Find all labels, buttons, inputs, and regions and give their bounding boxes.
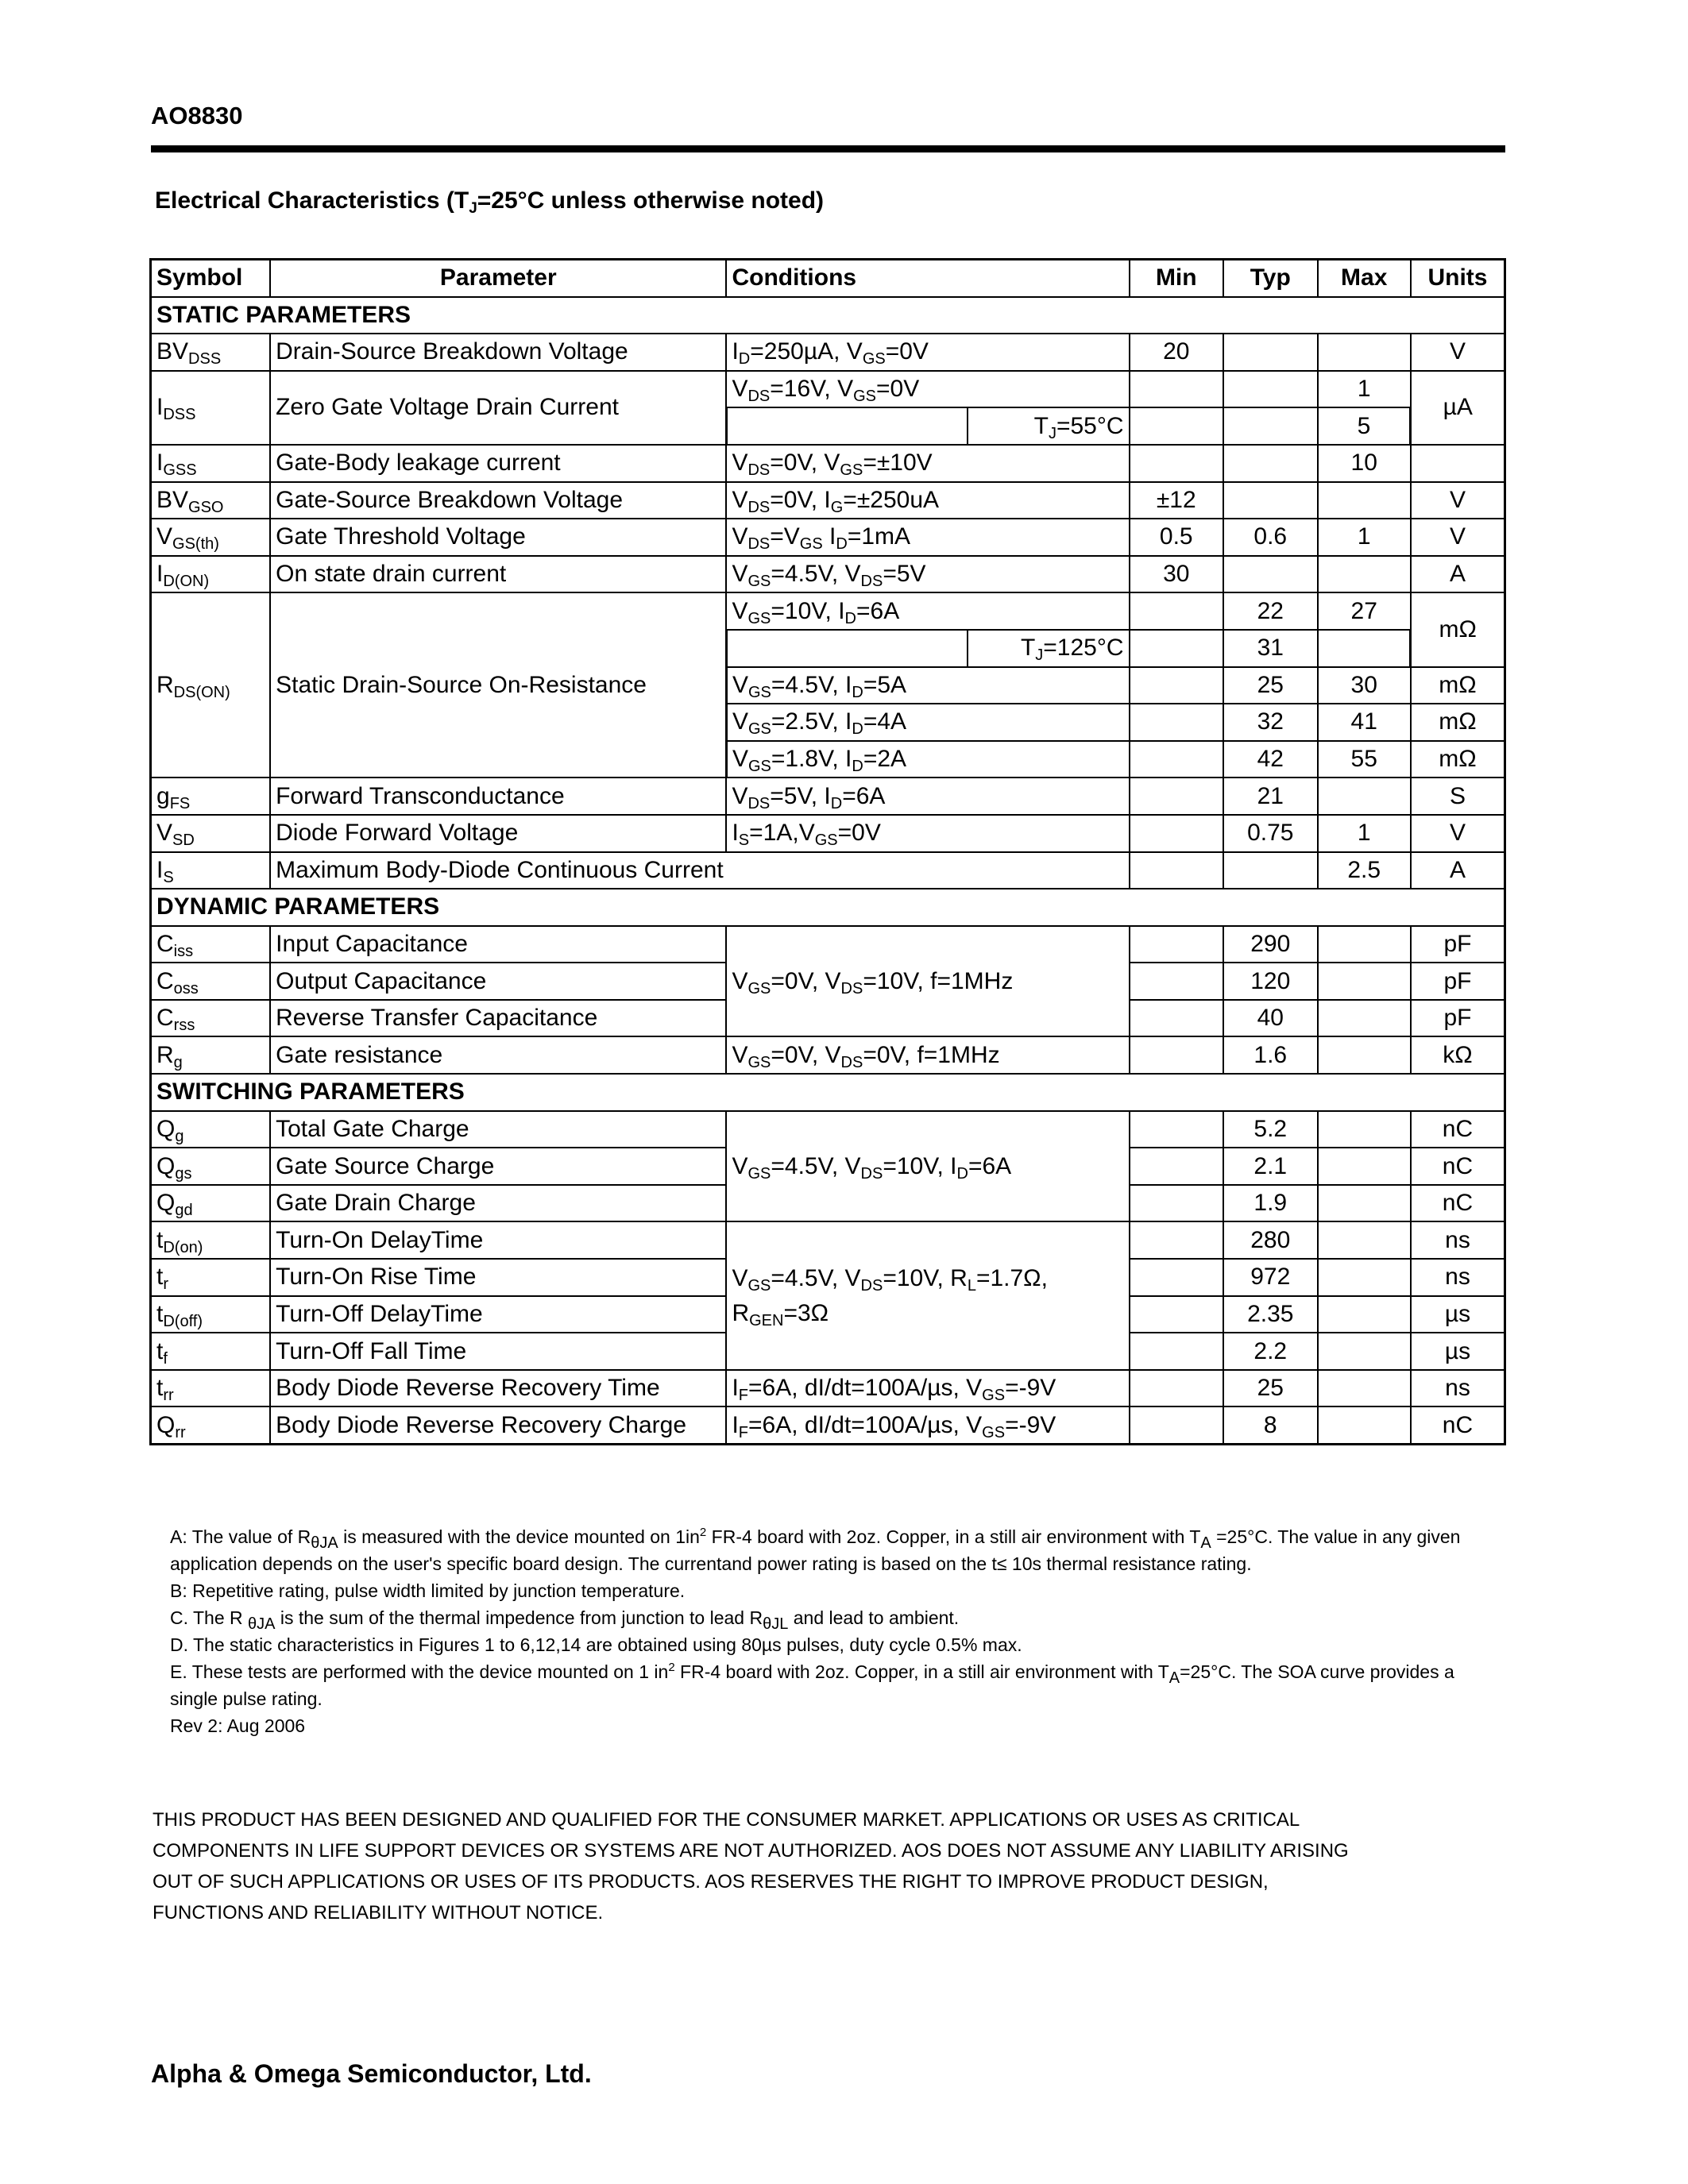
min-cell [1130, 704, 1223, 741]
max-cell: 30 [1318, 667, 1411, 704]
parameter-cell: Turn-Off Fall Time [270, 1333, 726, 1370]
condition-cell: $V_{GS}=4.5V$, $V_{DS}=10V$, $R_L=1.7\Omega$, $R_{GEN}=3\Omega$ [726, 1221, 1129, 1369]
company-name: Alpha & Omega Semiconductor, Ltd. [151, 2059, 592, 2088]
typ-cell: 25 [1223, 667, 1317, 704]
table-row [151, 334, 1505, 371]
parameter-cell: Turn-Off DelayTime [270, 1296, 726, 1333]
condition-cell: $I_D=250\mu A$, $V_{GS}=0V$ [726, 334, 1129, 371]
parameter-cell: Gate-Body leakage current [270, 445, 726, 482]
typ-cell: 22 [1223, 592, 1317, 630]
symbol-cell: $R_g$ [151, 1036, 271, 1074]
typ-cell: 40 [1223, 1000, 1317, 1037]
parameter-cell: Body Diode Reverse Recovery Time [270, 1370, 726, 1407]
max-cell: 27 [1318, 592, 1411, 630]
condition-cell: $I_S=1A,V_{GS}=0V$ [726, 815, 1129, 852]
condition-cell [726, 407, 967, 445]
header-conditions: Conditions [726, 260, 1129, 297]
min-cell [1130, 1221, 1223, 1259]
disclaimer [153, 1804, 1503, 1928]
unit-cell: mΩ [1411, 741, 1505, 778]
condition-cell: $V_{GS}=0V$, $V_{DS}=10V$, f=1MHz [726, 926, 1129, 1037]
unit-cell: µA [1411, 371, 1505, 445]
min-cell: ±12 [1130, 482, 1223, 519]
symbol-cell: $t_r$ [151, 1259, 271, 1296]
symbol-cell: $g_{FS}$ [151, 778, 271, 815]
section-dynamic: DYNAMIC PARAMETERS [151, 889, 1505, 926]
symbol-cell: $t_{D(on)}$ [151, 1221, 271, 1259]
unit-cell: mΩ [1411, 667, 1505, 704]
unit-cell: nC [1411, 1111, 1505, 1148]
max-cell [1318, 1333, 1411, 1370]
parameter-cell: Output Capacitance [270, 963, 726, 1000]
condition-cell: $V_{GS}=4.5V$, $V_{DS}=5V$ [726, 556, 1129, 593]
unit-cell: nC [1411, 1148, 1505, 1185]
table-row [151, 592, 1505, 630]
max-cell: 1 [1318, 519, 1411, 556]
parameter-cell: Drain-Source Breakdown Voltage [270, 334, 726, 371]
typ-cell: 0.75 [1223, 815, 1317, 852]
parameter-cell: Maximum Body-Diode Continuous Current [270, 852, 1129, 889]
symbol-cell: $C_{iss}$ [151, 926, 271, 963]
disclaimer-line: FUNCTIONS AND RELIABILITY WITHOUT NOTICE. [153, 1902, 604, 1924]
max-cell [1318, 1036, 1411, 1074]
revision: Rev 2: Aug 2006 [170, 1715, 306, 1736]
condition-cell: $V_{DS}=5V$, $I_D=6A$ [726, 778, 1129, 815]
table-row [151, 519, 1505, 556]
parameter-cell: Gate Source Charge [270, 1148, 726, 1185]
parameter-cell: Input Capacitance [270, 926, 726, 963]
typ-cell: 25 [1223, 1370, 1317, 1407]
condition-cell [726, 630, 967, 667]
typ-cell [1223, 445, 1317, 482]
condition-cell: $V_{DS}=16V$, $V_{GS}=0V$ [726, 371, 1129, 408]
typ-cell: 21 [1223, 778, 1317, 815]
max-cell [1318, 630, 1411, 667]
unit-cell: nC [1411, 1185, 1505, 1222]
condition-cell: $V_{GS}=10V$, $I_D=6A$ [726, 592, 1129, 630]
typ-cell [1223, 371, 1317, 408]
condition-cell: $V_{GS}=4.5V$, $I_D=5A$ [726, 667, 1129, 704]
table-row [151, 1036, 1505, 1074]
typ-cell: 32 [1223, 704, 1317, 741]
unit-cell: pF [1411, 1000, 1505, 1037]
disclaimer-line: COMPONENTS IN LIFE SUPPORT DEVICES OR SYSTEMS ARE NOT AUTHORIZED. AOS DOES NOT ASSUME ANY LIABILITY ARISING [153, 1840, 1349, 1862]
symbol-cell: $t_f$ [151, 1333, 271, 1370]
min-cell: 20 [1130, 334, 1223, 371]
typ-cell: 2.35 [1223, 1296, 1317, 1333]
condition-cell: $V_{DS}=V_{GS}$ $I_D=1mA$ [726, 519, 1129, 556]
typ-cell [1223, 407, 1317, 445]
header-rule [151, 145, 1505, 152]
min-cell [1130, 1406, 1223, 1444]
note-c: C. The R $_{\theta JA}$ is the sum of the thermal impedence from junction to lead $R_{\theta JL}$ and lead to ambient. [170, 1607, 960, 1633]
typ-cell: 31 [1223, 630, 1317, 667]
parameter-cell: Turn-On Rise Time [270, 1259, 726, 1296]
typ-cell: 120 [1223, 963, 1317, 1000]
condition-cell: $V_{DS}=0V$, $V_{GS}=\pm 10V$ [726, 445, 1129, 482]
typ-cell: 280 [1223, 1221, 1317, 1259]
max-cell [1318, 926, 1411, 963]
max-cell: 41 [1318, 704, 1411, 741]
condition-cell: $T_J=125^\circ C$ [968, 630, 1130, 667]
typ-cell: 290 [1223, 926, 1317, 963]
unit-cell: µs [1411, 1333, 1505, 1370]
header-parameter: Parameter [270, 260, 726, 297]
typ-cell [1223, 334, 1317, 371]
header-units: Units [1411, 260, 1505, 297]
electrical-characteristics-table [149, 258, 1506, 1445]
part-number: AO8830 [151, 102, 243, 129]
min-cell [1130, 852, 1223, 889]
condition-cell: $T_J=55^\circ C$ [968, 407, 1130, 445]
note-e: E. These tests are performed with the device mounted on 1 $in^2$ FR-4 board with 2oz. Copper, in a still air environment with $T_A=25^\circ C$. The SOA curve provides a single pulse rating. [170, 1661, 1454, 1709]
note-a: A: The value of $R_{\theta JA}$ is measured with the device mounted on $1in^2$ FR-4 board with 2oz. Copper, in a still air environment with $T_A =25^\circ C$. The value in any given application depends on the user's specific board design. The currentand power rating is based on the t≤ 10s thermal resistance rating. [170, 1526, 1461, 1574]
parameter-cell: Gate Threshold Voltage [270, 519, 726, 556]
section-switching: SWITCHING PARAMETERS [151, 1074, 1505, 1111]
unit-cell: V [1411, 334, 1505, 371]
section-title: Electrical Characteristics ($T_J=25^\circ C$ unless otherwise noted) [155, 187, 825, 217]
max-cell: 55 [1318, 741, 1411, 778]
symbol-cell: $Q_g$ [151, 1111, 271, 1148]
note-d: D. The static characteristics in Figures 1 to 6,12,14 are obtained using 80µs pulses, duty cycle 0.5% max. [170, 1634, 1022, 1655]
unit-cell: kΩ [1411, 1036, 1505, 1074]
symbol-cell: $R_{DS(ON)}$ [151, 592, 271, 778]
min-cell [1130, 741, 1223, 778]
typ-cell: 42 [1223, 741, 1317, 778]
max-cell [1318, 1296, 1411, 1333]
min-cell [1130, 445, 1223, 482]
parameter-cell: On state drain current [270, 556, 726, 593]
symbol-cell: $V_{SD}$ [151, 815, 271, 852]
header-min: Min [1130, 260, 1223, 297]
parameter-cell: Gate resistance [270, 1036, 726, 1074]
parameter-cell: Reverse Transfer Capacitance [270, 1000, 726, 1037]
unit-cell: A [1411, 852, 1505, 889]
typ-cell [1223, 556, 1317, 593]
typ-cell: 1.9 [1223, 1185, 1317, 1222]
footnotes [170, 1523, 1505, 1739]
parameter-cell: Body Diode Reverse Recovery Charge [270, 1406, 726, 1444]
min-cell [1130, 407, 1223, 445]
section-row [151, 1074, 1505, 1111]
symbol-cell: $t_{D(off)}$ [151, 1296, 271, 1333]
max-cell [1318, 556, 1411, 593]
typ-cell: 1.6 [1223, 1036, 1317, 1074]
table-row [151, 1370, 1505, 1407]
unit-cell: pF [1411, 963, 1505, 1000]
table-row [151, 482, 1505, 519]
symbol-cell: $t_{rr}$ [151, 1370, 271, 1407]
symbol-cell: $V_{GS(th)}$ [151, 519, 271, 556]
disclaimer-line: THIS PRODUCT HAS BEEN DESIGNED AND QUALIFIED FOR THE CONSUMER MARKET. APPLICATIONS OR USES AS CRITICAL [153, 1809, 1300, 1831]
parameter-cell: Forward Transconductance [270, 778, 726, 815]
table-row [151, 371, 1505, 408]
parameter-cell: Gate-Source Breakdown Voltage [270, 482, 726, 519]
unit-cell: V [1411, 815, 1505, 852]
symbol-cell: $BV_{GSO}$ [151, 482, 271, 519]
table-row [151, 815, 1505, 852]
table-row [151, 926, 1505, 963]
max-cell [1318, 1000, 1411, 1037]
table-header-row [151, 260, 1505, 297]
condition-cell: $V_{GS}=2.5V$, $I_D=4A$ [726, 704, 1129, 741]
max-cell: 1 [1318, 815, 1411, 852]
condition-cell: $V_{GS}=1.8V$, $I_D=2A$ [726, 741, 1129, 778]
table-row [151, 778, 1505, 815]
table-row [151, 445, 1505, 482]
parameter-cell: Turn-On DelayTime [270, 1221, 726, 1259]
symbol-cell: $C_{oss}$ [151, 963, 271, 1000]
min-cell: 30 [1130, 556, 1223, 593]
max-cell [1318, 1259, 1411, 1296]
unit-cell: V [1411, 482, 1505, 519]
symbol-cell: $I_S$ [151, 852, 271, 889]
unit-cell: mΩ [1411, 704, 1505, 741]
min-cell [1130, 926, 1223, 963]
min-cell [1130, 778, 1223, 815]
table-row [151, 852, 1505, 889]
max-cell [1318, 1148, 1411, 1185]
section-static: STATIC PARAMETERS [151, 297, 1505, 334]
max-cell [1318, 334, 1411, 371]
typ-cell: 8 [1223, 1406, 1317, 1444]
max-cell [1318, 1185, 1411, 1222]
min-cell [1130, 1370, 1223, 1407]
typ-cell: 0.6 [1223, 519, 1317, 556]
min-cell [1130, 592, 1223, 630]
min-cell [1130, 1296, 1223, 1333]
unit-cell: nC [1411, 1406, 1505, 1444]
typ-cell [1223, 852, 1317, 889]
max-cell: 1 [1318, 371, 1411, 408]
unit-cell: ns [1411, 1221, 1505, 1259]
unit-cell: V [1411, 519, 1505, 556]
unit-cell: pF [1411, 926, 1505, 963]
min-cell [1130, 1000, 1223, 1037]
typ-cell: 2.2 [1223, 1333, 1317, 1370]
section-row [151, 297, 1505, 334]
disclaimer-line: OUT OF SUCH APPLICATIONS OR USES OF ITS PRODUCTS. AOS RESERVES THE RIGHT TO IMPROVE PRODUCT DESIGN, [153, 1871, 1269, 1893]
max-cell: 2.5 [1318, 852, 1411, 889]
parameter-cell: Gate Drain Charge [270, 1185, 726, 1222]
condition-cell: $V_{GS}=4.5V$, $V_{DS}=10V$, $I_D=6A$ [726, 1111, 1129, 1222]
min-cell [1130, 371, 1223, 408]
max-cell [1318, 1406, 1411, 1444]
symbol-cell: $I_{DSS}$ [151, 371, 271, 445]
max-cell [1318, 963, 1411, 1000]
symbol-cell: $C_{rss}$ [151, 1000, 271, 1037]
condition-cell: $V_{GS}=0V$, $V_{DS}=0V$, f=1MHz [726, 1036, 1129, 1074]
table-row [151, 1111, 1505, 1148]
max-cell [1318, 1370, 1411, 1407]
table-row [151, 1221, 1505, 1259]
parameter-cell: Diode Forward Voltage [270, 815, 726, 852]
min-cell [1130, 1111, 1223, 1148]
max-cell: 10 [1318, 445, 1411, 482]
typ-cell [1223, 482, 1317, 519]
min-cell [1130, 667, 1223, 704]
symbol-cell: $Q_{gd}$ [151, 1185, 271, 1222]
min-cell [1130, 1036, 1223, 1074]
min-cell [1130, 1148, 1223, 1185]
unit-cell [1411, 445, 1505, 482]
symbol-cell: $Q_{rr}$ [151, 1406, 271, 1444]
typ-cell: 972 [1223, 1259, 1317, 1296]
min-cell [1130, 630, 1223, 667]
max-cell [1318, 1221, 1411, 1259]
section-row [151, 889, 1505, 926]
header-symbol: Symbol [151, 260, 271, 297]
unit-cell: ns [1411, 1259, 1505, 1296]
table-row [151, 556, 1505, 593]
max-cell: 5 [1318, 407, 1411, 445]
note-b: B: Repetitive rating, pulse width limited by junction temperature. [170, 1580, 686, 1601]
min-cell [1130, 1259, 1223, 1296]
min-cell [1130, 815, 1223, 852]
min-cell [1130, 963, 1223, 1000]
max-cell [1318, 778, 1411, 815]
symbol-cell: $I_{GSS}$ [151, 445, 271, 482]
condition-cell: $V_{DS}=0V$, $I_G=\pm 250uA$ [726, 482, 1129, 519]
unit-cell: ns [1411, 1370, 1505, 1407]
table-row [151, 1406, 1505, 1444]
max-cell [1318, 482, 1411, 519]
min-cell [1130, 1185, 1223, 1222]
min-cell [1130, 1333, 1223, 1370]
unit-cell: µs [1411, 1296, 1505, 1333]
min-cell: 0.5 [1130, 519, 1223, 556]
typ-cell: 2.1 [1223, 1148, 1317, 1185]
parameter-cell: Static Drain-Source On-Resistance [270, 592, 726, 778]
symbol-cell: $Q_{gs}$ [151, 1148, 271, 1185]
condition-cell: $I_F=6A$, dI/dt=100A/µs, $V_{GS}=-9V$ [726, 1406, 1129, 1444]
typ-cell: 5.2 [1223, 1111, 1317, 1148]
condition-cell: $I_F=6A$, dI/dt=100A/µs, $V_{GS}=-9V$ [726, 1370, 1129, 1407]
symbol-cell: $I_{D(ON)}$ [151, 556, 271, 593]
header-max: Max [1318, 260, 1411, 297]
header-typ: Typ [1223, 260, 1317, 297]
parameter-cell: Zero Gate Voltage Drain Current [270, 371, 726, 445]
symbol-cell: $BV_{DSS}$ [151, 334, 271, 371]
unit-cell: S [1411, 778, 1505, 815]
max-cell [1318, 1111, 1411, 1148]
unit-cell: A [1411, 556, 1505, 593]
parameter-cell: Total Gate Charge [270, 1111, 726, 1148]
unit-cell: mΩ [1411, 592, 1505, 666]
